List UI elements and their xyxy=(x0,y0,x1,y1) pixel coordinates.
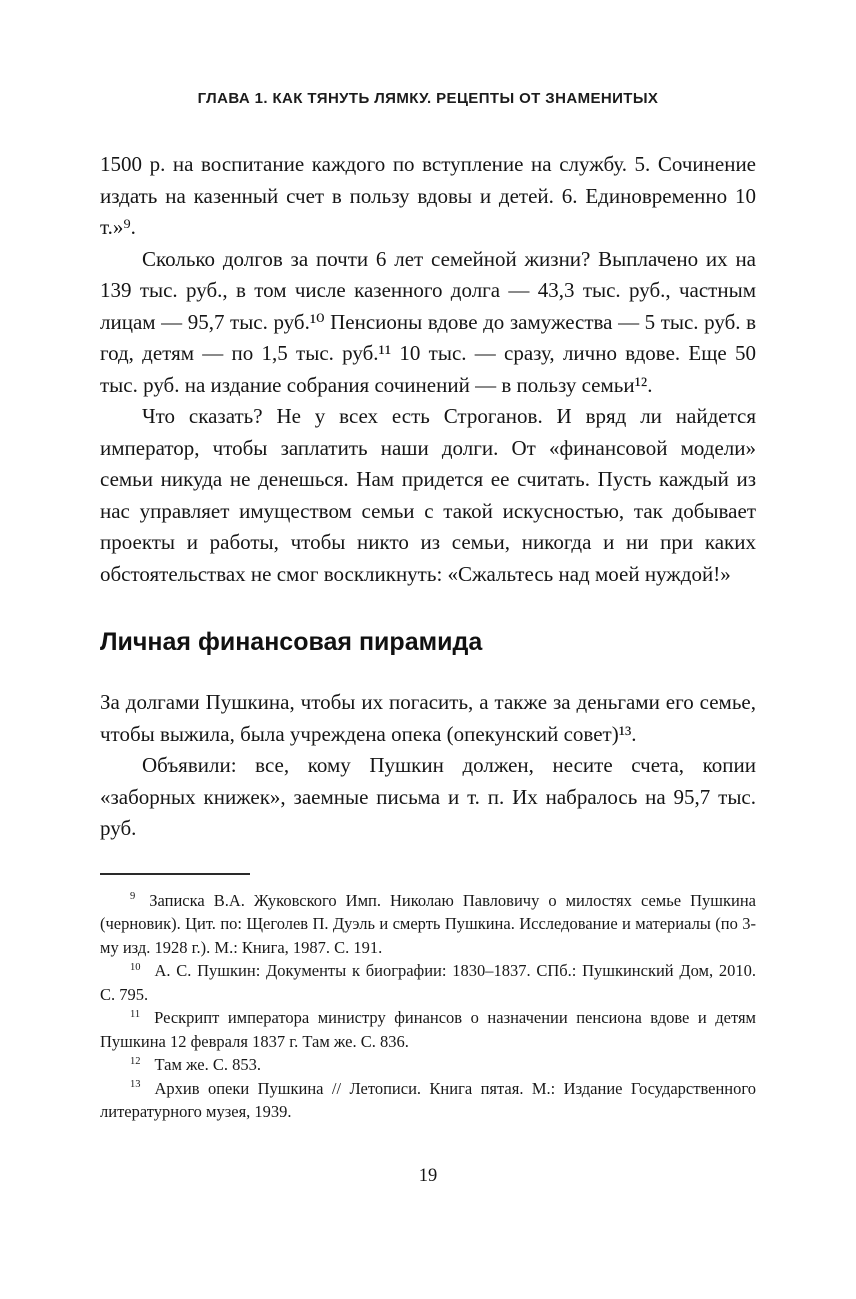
footnote xyxy=(100,889,756,960)
section-heading: Личная финансовая пирамида xyxy=(100,628,483,656)
footnote-marker: 9 xyxy=(130,891,136,902)
footnote-marker: 10 xyxy=(130,961,141,973)
footnote-text: А. С. Пушкин: Документы к биографии: 1830–1837. СПб.: Пушкинский Дом, 2010. С. 795. xyxy=(100,961,756,1004)
paragraph: Сколько долгов за почти 6 лет семейной жизни? Выплачено их на 139 тыс. руб., в том числе казенного долга — 43,3 тыс. руб., частным лицам — 95,7 тыс. руб.¹⁰ Пенсионы вдове до замужества — 5 тыс. руб. в год, детям — по 1,5 тыс. руб.¹¹ 10 тыс. — сразу, лично вдове. Еще 50 тыс. руб. на издание собрания сочинений — в пользу семьи¹². xyxy=(100,246,756,397)
page-number: 19 xyxy=(418,1166,438,1186)
footnote-separator xyxy=(100,873,250,875)
footnote xyxy=(100,1077,756,1124)
footnote-text: Архив опеки Пушкина // Летописи. Книга пятая. М.: Издание Государственного литературного музея, 1939. xyxy=(100,1078,756,1121)
paragraph: 1500 р. на воспитание каждого по вступление на службу. 5. Сочинение издать на казенный счет в пользу вдовы и детей. 6. Единовременно 10 т.»⁹. xyxy=(100,152,756,239)
paragraph: Что сказать? Не у всех есть Строганов. И вряд ли найдется император, чтобы заплатить наши долги. От «финансовой модели» семьи никуда не денешься. Нам придется ее считать. Пусть каждый из нас управляет имуществом семьи с такой искусностью, так добывает проекты и работы, чтобы никто из семьи, никогда и ни при каких обстоятельствах не смог воскликнуть: «Сжальтесь над моей нуждой!» xyxy=(100,404,756,586)
footnote xyxy=(100,1006,756,1053)
footnote-text: Записка В.А. Жуковского Имп. Николаю Павловичу о милостях семье Пушкина (черновик). Цит. по: Щеголев П. Дуэль и смерть Пушкина. Исследование и материалы (по 3-му изд. 1928 г.). М.: Книга, 1987. С. 191. xyxy=(100,890,756,957)
footnote-marker: 12 xyxy=(130,1055,141,1067)
paragraph: За долгами Пушкина, чтобы их погасить, а также за деньгами его семье, чтобы выжила, была учреждена опека (опекунский совет)¹³. xyxy=(100,690,756,746)
footnote-marker: 13 xyxy=(130,1079,141,1090)
footnote xyxy=(100,959,756,1006)
footnote-text: Рескрипт императора министру финансов о назначении пенсиона вдове и детям Пушкина 12 февраля 1837 г. Там же. С. 836. xyxy=(100,1008,756,1051)
body-text xyxy=(100,149,756,845)
footnote-text: Там же. С. 853. xyxy=(154,1055,261,1074)
chapter-running-head: ГЛАВА 1. КАК ТЯНУТЬ ЛЯМКУ. РЕЦЕПТЫ ОТ ЗНАМЕНИТЫХ xyxy=(197,90,659,107)
paragraph: Объявили: все, кому Пушкин должен, несите счета, копии «заборных книжек», заемные письма и т. п. Их набралось на 95,7 тыс. руб. xyxy=(100,753,756,840)
footnote-marker: 11 xyxy=(130,1008,141,1020)
footnote xyxy=(100,1053,756,1077)
footnotes-section xyxy=(100,873,756,1124)
